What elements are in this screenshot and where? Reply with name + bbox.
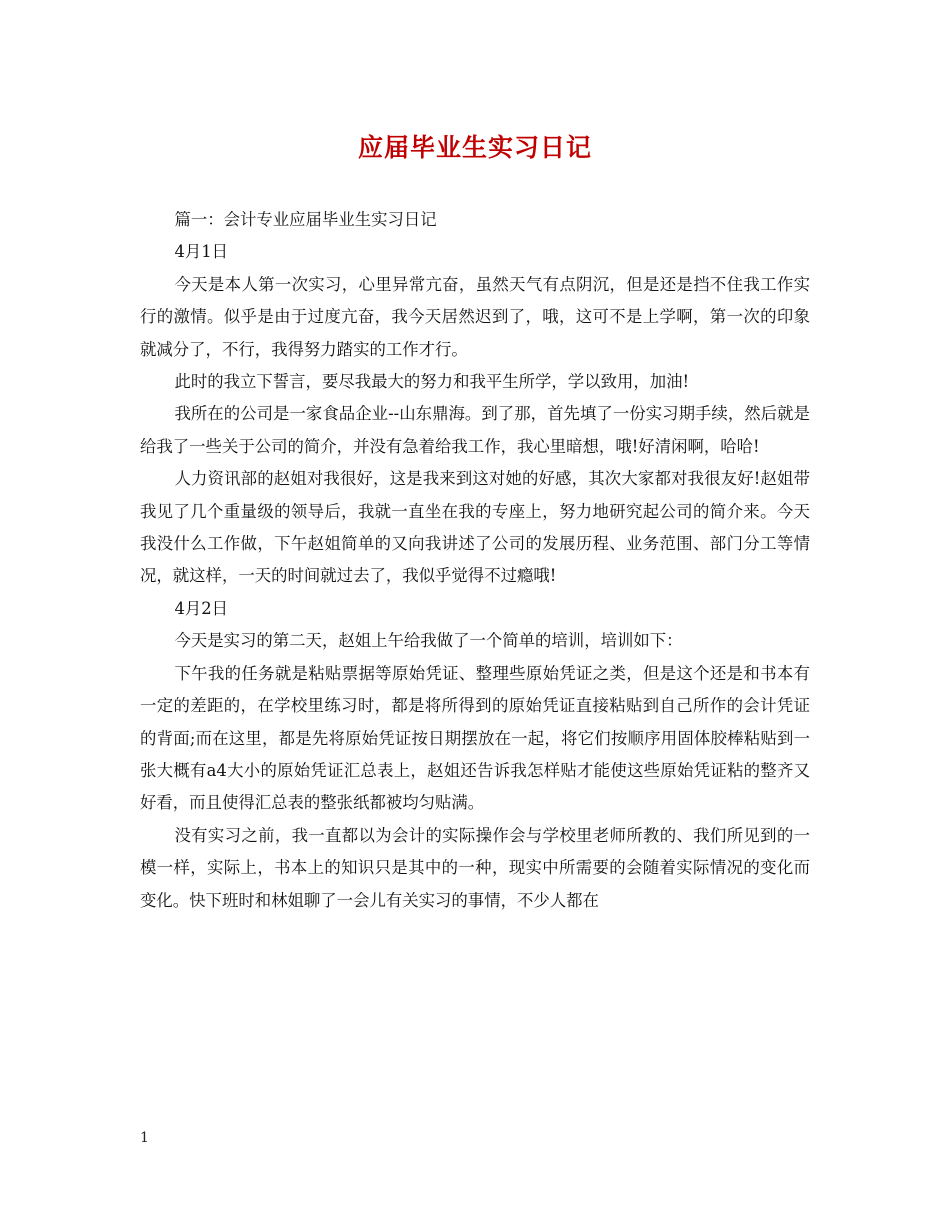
document-body [140, 204, 810, 917]
body-paragraph: 人力资讯部的赵姐对我很好，这是我来到这对她的好感，其次大家都对我很友好!赵姐带我见了几个重量级的领导后，我就一直坐在我的专座上，努力地研究起公司的简介来。今天我没什么工作做，下午赵姐简单的又向我讲述了公司的发展历程、业务范围、部门分工等情况，就这样，一天的时间就过去了，我似乎觉得不过瘾哦! [140, 469, 810, 586]
document-title: 应届毕业生实习日记 [357, 133, 592, 162]
section-heading: 篇一：会计专业应届毕业生实习日记 [174, 210, 437, 229]
body-paragraph: 此时的我立下誓言，要尽我最大的努力和我平生所学，学以致用，加油! [174, 372, 690, 392]
body-paragraph: 我所在的公司是一家食品企业--山东鼎海。到了那，首先填了一份实习期手续，然后就是给我了一些关于公司的简介，并没有急着给我工作，我心里暗想，哦!好清闲啊，哈哈! [140, 404, 810, 456]
diary-date: 4月2日 [174, 598, 229, 618]
body-paragraph: 下午我的任务就是粘贴票据等原始凭证、整理些原始凭证之类，但是这个还是和书本有一定的差距的，在学校里练习时，都是将所得到的原始凭证直接粘贴到自己所作的会计凭证的背面;而在这里，都是先将原始凭证按日期摆放在一起，将它们按顺序用固体胶棒粘贴到一张大概有a4大小的原始凭证汇总表上，赵姐还告诉我怎样贴才能使这些原始凭证粘的整齐又好看，而且使得汇总表的整张纸都被均匀贴满。 [140, 663, 810, 813]
body-paragraph: 今天是本人第一次实习，心里异常亢奋，虽然天气有点阴沉，但是还是挡不住我工作实行的激情。似乎是由于过度亢奋，我今天居然迟到了，哦，这可不是上学啊，第一次的印象就减分了，不行，我得努力踏实的工作才行。 [140, 274, 810, 359]
page-number: 1 [140, 1130, 149, 1146]
body-paragraph: 没有实习之前，我一直都以为会计的实际操作会与学校里老师所教的、我们所见到的一模一样，实际上，书本上的知识只是其中的一种，现实中所需要的会随着实际情况的变化而变化。快下班时和林姐聊了一会儿有关实习的事情，不少人都在 [140, 825, 810, 910]
body-paragraph: 今天是实习的第二天，赵姐上午给我做了一个简单的培训，培训如下： [174, 631, 683, 651]
diary-date: 4月1日 [174, 242, 229, 262]
